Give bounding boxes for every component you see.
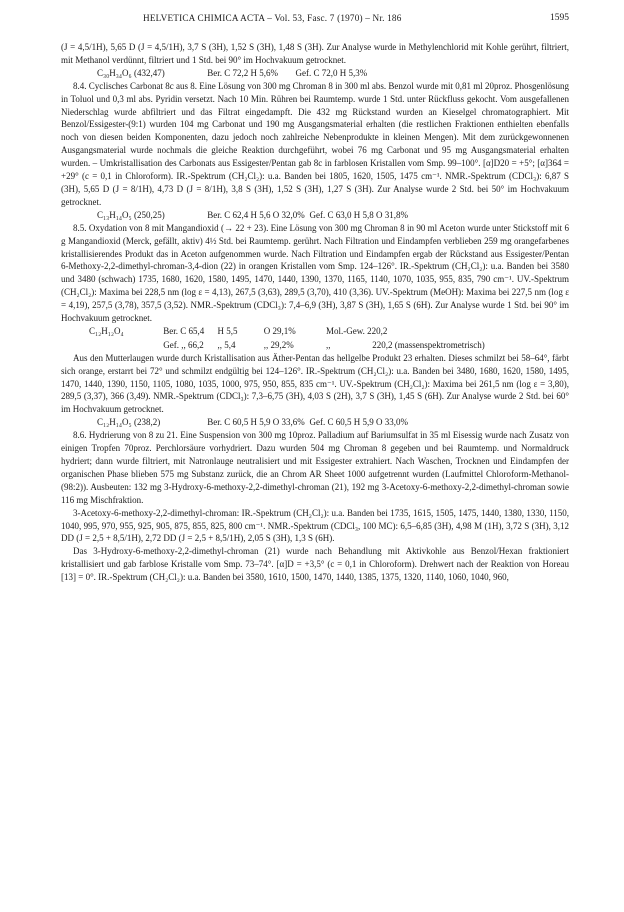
found-c: Gef. ,, 66,2 [163,339,204,350]
journal-title: HELVETICA CHIMICA ACTA – Vol. 53, Fasc. 7 (1970) – Nr. 186 [143,13,402,23]
found: Gef. C 72,0 H 5,3% [295,67,368,78]
paragraph-product-23: Aus den Mutterlaugen wurde durch Kristallisation aus Äther-Pentan das hellgelbe Produkt 23 erhalten. Dieses schmilzt bei 58–64°, färbt sich orange, erstarrt bei 72° und schmilzt endgültig bei 124–126°. IR.-Spektrum (CH₂Cl₂): u.a. Banden bei 3480, 1680, 1620, 1580, 1495, 1470, 1440, 1390, 1150, 1105, 1080, 1035, 1000, 975, 950, 855, 835 cm⁻¹. UV.-Spektrum (CH₂Cl₂): Maxima bei 261,5 nm (log ε = 3,80), 289,5 (3,37), 366 (3,49). NMR.-Spektrum (CDCl₃): 7,3–6,75 (3H), 4,03 S (2H), 3,7 S (3H), 1,45 S (6H). Zur Analyse wurde 2 Std. bei 60° im Hochvakuum getrocknet. [61,352,569,415]
elemental-analysis-2 [61,209,569,222]
calc-c: Ber. C 65,4 [163,325,205,336]
calculated: Ber. C 62,4 H 5,6 O 32,0% [207,209,305,220]
section-8-5: 8.5. Oxydation von 8 mit Mangandioxid (→ 22 + 23). Eine Lösung von 300 mg Chroman 8 in 90 ml Aceton wurde unter Stickstoff mit 6 g Mangandioxid (Merck, gefällt, aktiv) 4½ Std. bei Raumtemp. gerührt. Nach Filtration und Eindampfen verblieben 259 mg orangefarbenes kristallisierendes Produkt das in Aceton aufgenommen wurde. Nach Filtration und Eindampfen ergab der Rückstand aus Essigester/Pentan 6-Methoxy-2,2-dimethyl-chroman-3,4-dion (22) in orangen Kristallen vom Smp. 124–126°. IR.-Spektrum (CH₂Cl₂): u.a. Banden bei 3580 und 3480 (schwach) 1735, 1680, 1620, 1580, 1495, 1470, 1440, 1390, 1370, 1165, 1140, 1070, 1035, 955, 835, 790 cm⁻¹. UV.-Spektrum (CH₂Cl₂): Maxima bei 228,5 nm (log ε = 4,13), 267,5 (3,63), 289,5 (3,70), 410 (3,36). UV.-Spektrum (MeOH): Maxima bei 227,5 nm (log ε = 4,19), 257,5 (3,78), 357,5 (3,52). NMR.-Spektrum (CDCl₃): 7,4–6,9 (3H), 3,87 S (3H), 1,65 S (6H). Zur Analyse wurde 1 Std. bei 90° im Hochvakuum getrocknet. [61,222,569,324]
elemental-analysis-3 [61,325,569,352]
found-mw: 220,2 (massenspektrometrisch) [372,339,485,350]
found: Gef. C 63,0 H 5,8 O 31,8% [309,209,408,220]
paragraph-continuation: (J = 4,5/1H), 5,65 D (J = 4,5/1H), 3,7 S (3H), 1,52 S (3H), 1,48 S (3H). Zur Analyse wurde in Methylenchlorid mit Kohle gerührt, filtriert, mit Methanol verdünnt, filtriert und 1 Std. bei 90° im Hochvakuum getrocknet. [61,42,569,65]
formula: C₃₀H₃₄O₆ (432,47) [97,67,165,78]
calc-h: H 5,5 [217,325,238,336]
formula: C₁₂H₁₄O₅ (238,2) [97,417,161,428]
found-o: ,, 29,2% [263,339,294,350]
formula: C₁₃H₁₄O₅ (250,25) [97,209,165,220]
elemental-analysis-4 [61,416,569,429]
elemental-analysis-1 [61,67,569,80]
calc-mw: Mol.-Gew. 220,2 [326,325,388,336]
running-header [143,12,569,26]
paragraph-hydroxy: Das 3-Hydroxy-6-methoxy-2,2-dimethyl-chroman (21) wurde nach Behandlung mit Aktivkohle aus Benzol/Hexan fraktioniert kristallisiert und gab farblose Kristalle vom Smp. 73–74°. [α]D = +3,5° (c = 0,1 in Chloroform). Drehwert nach der Reaktion von Horeau [13] = 0°. IR.-Spektrum (CH₂Cl₂): u.a. Banden bei 3580, 1610, 1500, 1470, 1440, 1385, 1375, 1320, 1140, 1060, 1040, 960, [61,546,569,583]
calculated: Ber. C 72,2 H 5,6% [207,67,278,78]
section-8-4: 8.4. Cyclisches Carbonat 8c aus 8. Eine Lösung von 300 mg Chroman 8 in 300 ml abs. Benzol wurde mit 0,81 ml 20proz. Phosgenlösung in Toluol und 0,3 ml abs. Pyridin versetzt. Nach 10 Min. Rühren bei Raumtemp. wurde 1 Std. unter Rückfluss gekocht. Vom ausgefallenen Niederschlag wurde abfiltriert und das Filtrat eingedampft. Die 432 mg Rückstand wurden an Kieselgel chromatographiert. Mit Benzol/Essigester-(9:1) wurden 104 mg Carbonat und 190 mg Ausgangsmaterial erhalten (die restlichen Fraktionen enthielten ebenfalls noch von diesen beiden Komponenten, dazu jedoch noch zahlreiche Nebenprodukte in kleinen Mengen). Mit dem zurückgewonnenen Ausgangsmaterial wurde nochmals die gleiche Reaktion durchgeführt, wobei 76 mg Carbonat und 95 mg Ausgangsmaterial erhalten wurden. – Umkristallisation des Carbonats aus Essigester/Pentan gab 8c in farblosen Kristallen vom Smp. 99–100°. [α]D20 = +5°; [α]364 = +29° (c = 0,1 in Chloroform). IR.-Spektrum (CH₂Cl₂): u.a. Banden bei 1805, 1620, 1505, 1475 cm⁻¹. NMR.-Spektrum (CDCl₃): 6,87 S (3H), 5,65 D (J = 8/1H), 4,73 D (J = 8/1H), 3,8 S (3H), 1,52 S (3H), 1,27 S (3H). Zur Analyse wurde 2 Std. bei 50° im Hochvakuum getrocknet. [61,80,569,207]
found-h: ,, 5,4 [217,339,236,350]
section-8-6: 8.6. Hydrierung von 8 zu 21. Eine Suspension von 300 mg 10proz. Palladium auf Bariumsulfat in 35 ml Eisessig wurde nach Zusatz von einigen Tropfen 70proz. Perchlorsäure vorhydriert. Dazu wurden 504 mg Chroman 8 gegeben und bei Raumtemp. und Normaldruck hydriert; dann wurde filtriert, mit Natronlauge neutralisiert und mit Essigester extrahiert. Nach Waschen, Trocknen und Eindampfen der organischen Phase blieben 575 mg Substanz zurück, die an Chrom AR Sheet 1000 aufgetrennt wurden (Laufmittel Chloroform-Methanol-(98:2)). Ausbeuten: 132 mg 3-Hydroxy-6-methoxy-2,2-dimethyl-chroman (21), 192 mg 3-Acetoxy-6-methoxy-2,2-dimethyl-chroman sowie 116 mg Mischfraktion. [61,430,569,505]
page-number: 1595 [550,13,569,23]
paragraph-acetoxy: 3-Acetoxy-6-methoxy-2,2-dimethyl-chroman: IR.-Spektrum (CH₂Cl₂): u.a. Banden bei 1735, 1615, 1505, 1475, 1440, 1380, 1330, 1150, 1040, 995, 970, 955, 925, 905, 875, 855, 825, 800 cm⁻¹. NMR.-Spektrum (CDCl₃, 100 MC): 6,5–6,85 (3H), 4,98 M (1H), 3,72 S (3H), 3,12 DD (J = 2,5 + 8,5/1H), 2,72 DD (J = 2,5 + 8,5/1H), 2,05 S (3H), 1,3 S (6H). [61,507,569,544]
found-mw-ditto: ,, [326,339,331,350]
calc-o: O 29,1% [263,325,296,336]
formula: C₁₂H₁₂O₄ [89,325,124,336]
calculated: Ber. C 60,5 H 5,9 O 33,6% [207,417,305,428]
article-body [61,41,569,584]
found: Gef. C 60,5 H 5,9 O 33,0% [309,417,408,428]
